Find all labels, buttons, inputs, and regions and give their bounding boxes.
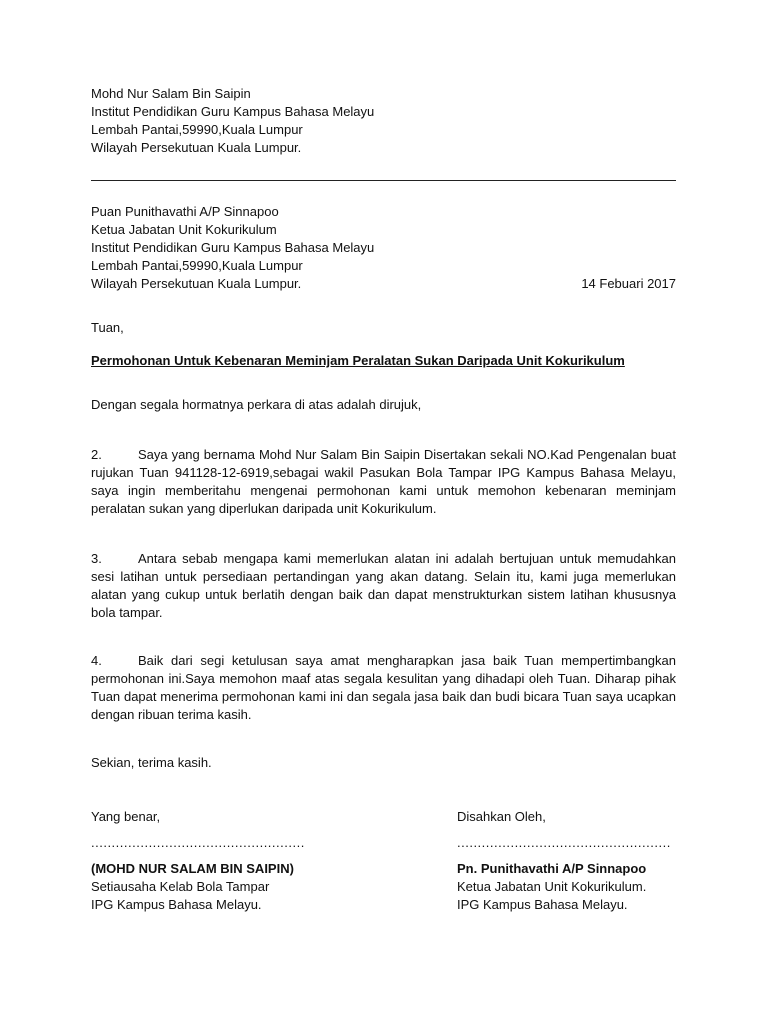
signatory-name: (MOHD NUR SALAM BIN SAIPIN) (91, 861, 294, 876)
recipient-address-line: Ketua Jabatan Unit Kokurikulum (91, 222, 277, 237)
signature-line: .................................................... (91, 835, 305, 850)
subject-line: Permohonan Untuk Kebenaran Meminjam Peralatan Sukan Daripada Unit Kokurikulum (91, 353, 625, 368)
signatory-organization: IPG Kampus Bahasa Melayu. (457, 897, 628, 912)
signatory-organization: IPG Kampus Bahasa Melayu. (91, 897, 262, 912)
paragraph-text: Saya yang bernama Mohd Nur Salam Bin Saipin Disertakan sekali NO.Kad Pengenalan buat rujukan Tuan 941128-12-6919,sebagai wakil Pasukan Bola Tampar IPG Kampus Bahasa Melayu, saya ingin memberitahu mengenai permohonan kami untuk memohon kebenaran meminjam peralatan sukan yang diperlukan daripada unit Kokurikulum. (91, 447, 676, 516)
signature-block-approver (457, 808, 717, 914)
recipient-name: Puan Punithavathi A/P Sinnapoo (91, 204, 279, 219)
paragraph (91, 446, 676, 518)
paragraph-text: Antara sebab mengapa kami memerlukan alatan ini adalah bertujuan untuk memudahkan sesi latihan untuk persediaan pertandingan yang akan datang. Selain itu, kami juga memerlukan alatan yang cukup untuk berlatih dengan baik dan dapat menstrukturkan sistem latihan khususnya bola tampar. (91, 551, 676, 620)
recipient-address-line-with-date (91, 275, 676, 293)
recipient-address-line: Wilayah Persekutuan Kuala Lumpur. (91, 276, 302, 291)
paragraph-number: 3. (91, 551, 102, 566)
signature-label: Yang benar, (91, 809, 161, 824)
sender-address (91, 85, 374, 157)
recipient-address-line: Lembah Pantai,59990,Kuala Lumpur (91, 258, 303, 273)
signature-line: .................................................... (457, 835, 671, 850)
letter-date: 14 Febuari 2017 (581, 276, 676, 291)
paragraph-number: 4. (91, 653, 102, 668)
paragraph-text: Baik dari segi ketulusan saya amat mengharapkan jasa baik Tuan mempertimbangkan permohonan ini.Saya memohon maaf atas segala kesulitan yang dihadapi oleh Tuan. Diharap pihak Tuan dapat menerima permohonan kami ini dan segala jasa baik dan budi bicara Tuan saya ucapkan dengan ribuan terima kasih. (91, 653, 676, 722)
sender-address-line: Wilayah Persekutuan Kuala Lumpur. (91, 140, 302, 155)
sender-address-line: Lembah Pantai,59990,Kuala Lumpur (91, 122, 303, 137)
signature-label: Disahkan Oleh, (457, 809, 546, 824)
signatory-title: Setiausaha Kelab Bola Tampar (91, 879, 270, 894)
paragraph (91, 652, 676, 724)
recipient-address-line: Institut Pendidikan Guru Kampus Bahasa Melayu (91, 240, 375, 255)
closing-line: Sekian, terima kasih. (91, 755, 212, 770)
paragraph (91, 550, 676, 622)
intro-line: Dengan segala hormatnya perkara di atas adalah dirujuk, (91, 397, 422, 412)
recipient-address (91, 203, 676, 293)
sender-address-line: Institut Pendidikan Guru Kampus Bahasa Melayu (91, 104, 375, 119)
signature-block-sender (91, 808, 391, 914)
sender-name: Mohd Nur Salam Bin Saipin (91, 86, 251, 101)
salutation: Tuan, (91, 320, 124, 335)
signatory-name: Pn. Punithavathi A/P Sinnapoo (457, 861, 647, 876)
signatory-title: Ketua Jabatan Unit Kokurikulum. (457, 879, 647, 894)
paragraph-number: 2. (91, 447, 102, 462)
header-divider (91, 180, 676, 181)
